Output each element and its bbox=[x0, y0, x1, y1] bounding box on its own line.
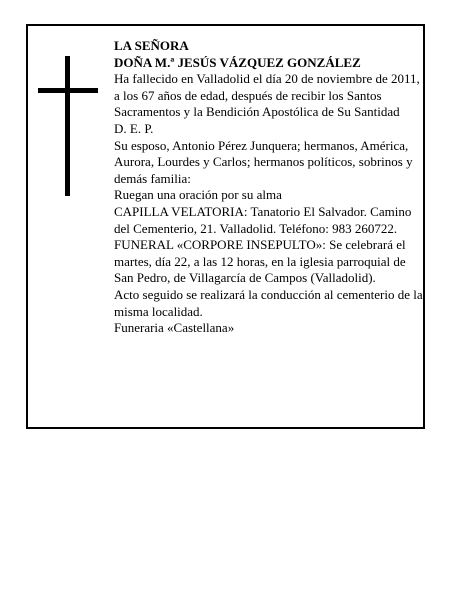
rest-in-peace: D. E. P. bbox=[114, 120, 154, 136]
funeral-home: Funeraria «Castellana» bbox=[114, 320, 235, 336]
funeral-info: FUNERAL «CORPORE INSEPULTO»: Se celebrará el martes, día 22, a las 12 horas, en la iglesia parroquial de San Pedro, de Villagarcía de Campos (Valladolid). bbox=[114, 237, 406, 286]
death-info: Ha fallecido en Valladolid el día 20 de noviembre de 2011, a los 67 años de edad, después de recibir los Santos Sacramentos y la Bendición Apostólica de Su Santidad bbox=[114, 71, 420, 120]
deceased-name: DOÑA M.ª JESÚS VÁZQUEZ GONZÁLEZ bbox=[114, 54, 361, 70]
family-members: Su esposo, Antonio Pérez Junquera; hermanos, América, Aurora, Lourdes y Carlos; hermanos políticos, sobrinos y demás familia: bbox=[114, 137, 413, 186]
prayer-request: Ruegan una oración por su alma bbox=[114, 187, 282, 203]
latin-cross-icon bbox=[38, 56, 98, 196]
chapel-info: CAPILLA VELATORIA: Tanatorio El Salvador. Camino del Cementerio, 21. Valladolid. Teléfono: 983 260722. bbox=[114, 203, 412, 236]
burial-info: Acto seguido se realizará la conducción al cementerio de la misma localidad. bbox=[114, 286, 423, 319]
obituary-notice bbox=[26, 24, 425, 429]
notice-body bbox=[114, 38, 423, 337]
cross-vertical-bar bbox=[65, 56, 70, 196]
cross-horizontal-bar bbox=[38, 88, 98, 93]
notice-title: LA SEÑORA bbox=[114, 38, 189, 53]
